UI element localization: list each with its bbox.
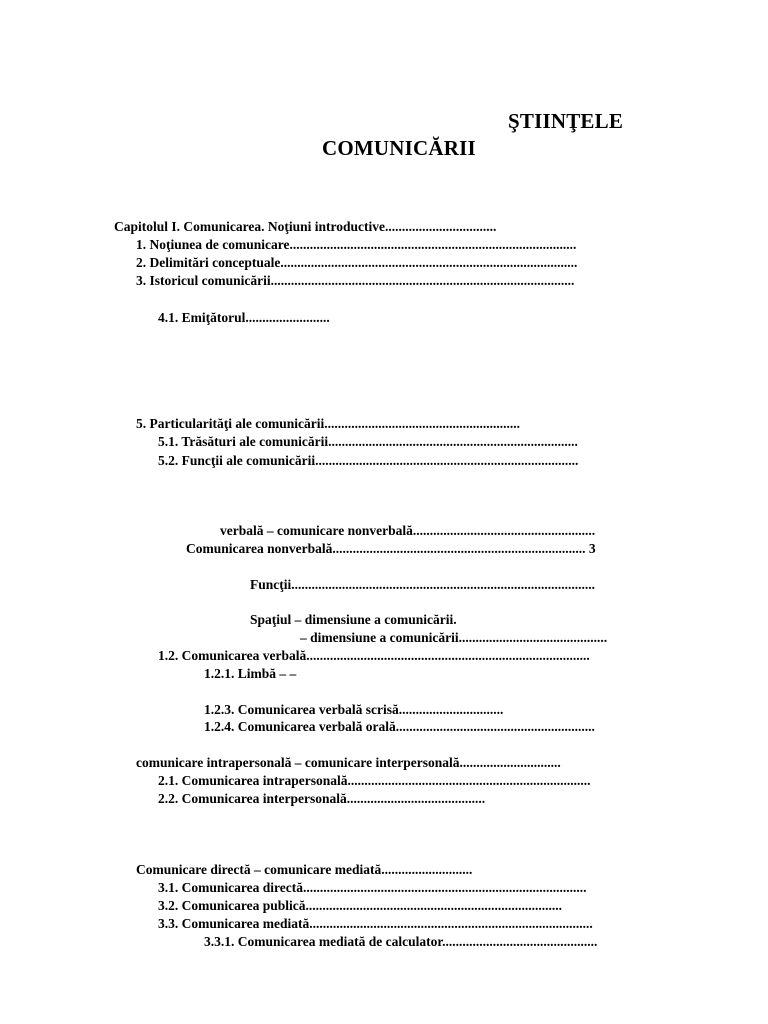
toc-entry-5-1[interactable]: 5.1. Trăsături ale comunicării.......................................................................... <box>158 434 578 449</box>
toc-entry-space[interactable]: Spaţiul – dimensiune a comunicării. <box>250 612 457 627</box>
toc-entry-3[interactable]: 3. Istoricul comunicării.......................................................................................... <box>136 273 575 288</box>
toc-entry-1-2-3[interactable]: 1.2.3. Comunicarea verbală scrisă............................... <box>204 702 504 717</box>
toc-entry-2[interactable]: 2. Delimitări conceptuale........................................................................................ <box>136 255 578 270</box>
toc-entry-1-2[interactable]: 1.2. Comunicarea verbală.................................................................................... <box>158 648 590 663</box>
toc-entry-direct-mediated[interactable]: Comunicare directă – comunicare mediată........................... <box>136 862 473 877</box>
toc-entry-verbal-nonverbal[interactable]: verbală – comunicare nonverbală...................................................... <box>220 523 596 538</box>
document-title-line-1: ŞTIINŢELE <box>508 109 624 133</box>
document-title-line-2: COMUNICĂRII <box>322 136 476 160</box>
toc-entry-5-2[interactable]: 5.2. Funcţii ale comunicării.............................................................................. <box>158 453 579 468</box>
toc-entry-2-1[interactable]: 2.1. Comunicarea intrapersonală........................................................................ <box>158 773 591 788</box>
toc-entry-3-3-1[interactable]: 3.3.1. Comunicarea mediată de calculator.............................................. <box>204 934 598 949</box>
toc-entry-dimension[interactable]: – dimensiune a comunicării............................................ <box>300 630 608 645</box>
toc-entry-1-2-4[interactable]: 1.2.4. Comunicarea verbală orală........................................................... <box>204 719 595 734</box>
toc-entry-1-2-1[interactable]: 1.2.1. Limbă – – <box>204 666 297 681</box>
toc-entry-1[interactable]: 1. Noţiunea de comunicare..................................................................................... <box>136 237 577 252</box>
toc-entry-3-2[interactable]: 3.2. Comunicarea publică............................................................................ <box>158 898 563 913</box>
toc-entry-3-3[interactable]: 3.3. Comunicarea mediată.................................................................................... <box>158 916 593 931</box>
toc-entry-2-2[interactable]: 2.2. Comunicarea interpersonală......................................... <box>158 791 486 806</box>
toc-entry-4-1[interactable]: 4.1. Emiţătorul......................... <box>158 310 330 325</box>
toc-entry-chapter-1[interactable]: Capitolul I. Comunicarea. Noţiuni introductive................................. <box>114 219 497 234</box>
toc-entry-nonverbal[interactable]: Comunicarea nonverbală........................................................................... 3 <box>186 541 596 556</box>
toc-entry-intra-inter[interactable]: comunicare intrapersonală – comunicare interpersonală.............................. <box>136 755 561 770</box>
toc-entry-5[interactable]: 5. Particularităţi ale comunicării.......................................................... <box>136 416 520 431</box>
toc-entry-functions[interactable]: Funcţii.......................................................................................... <box>250 577 596 592</box>
toc-entry-3-1[interactable]: 3.1. Comunicarea directă.................................................................................... <box>158 880 587 895</box>
